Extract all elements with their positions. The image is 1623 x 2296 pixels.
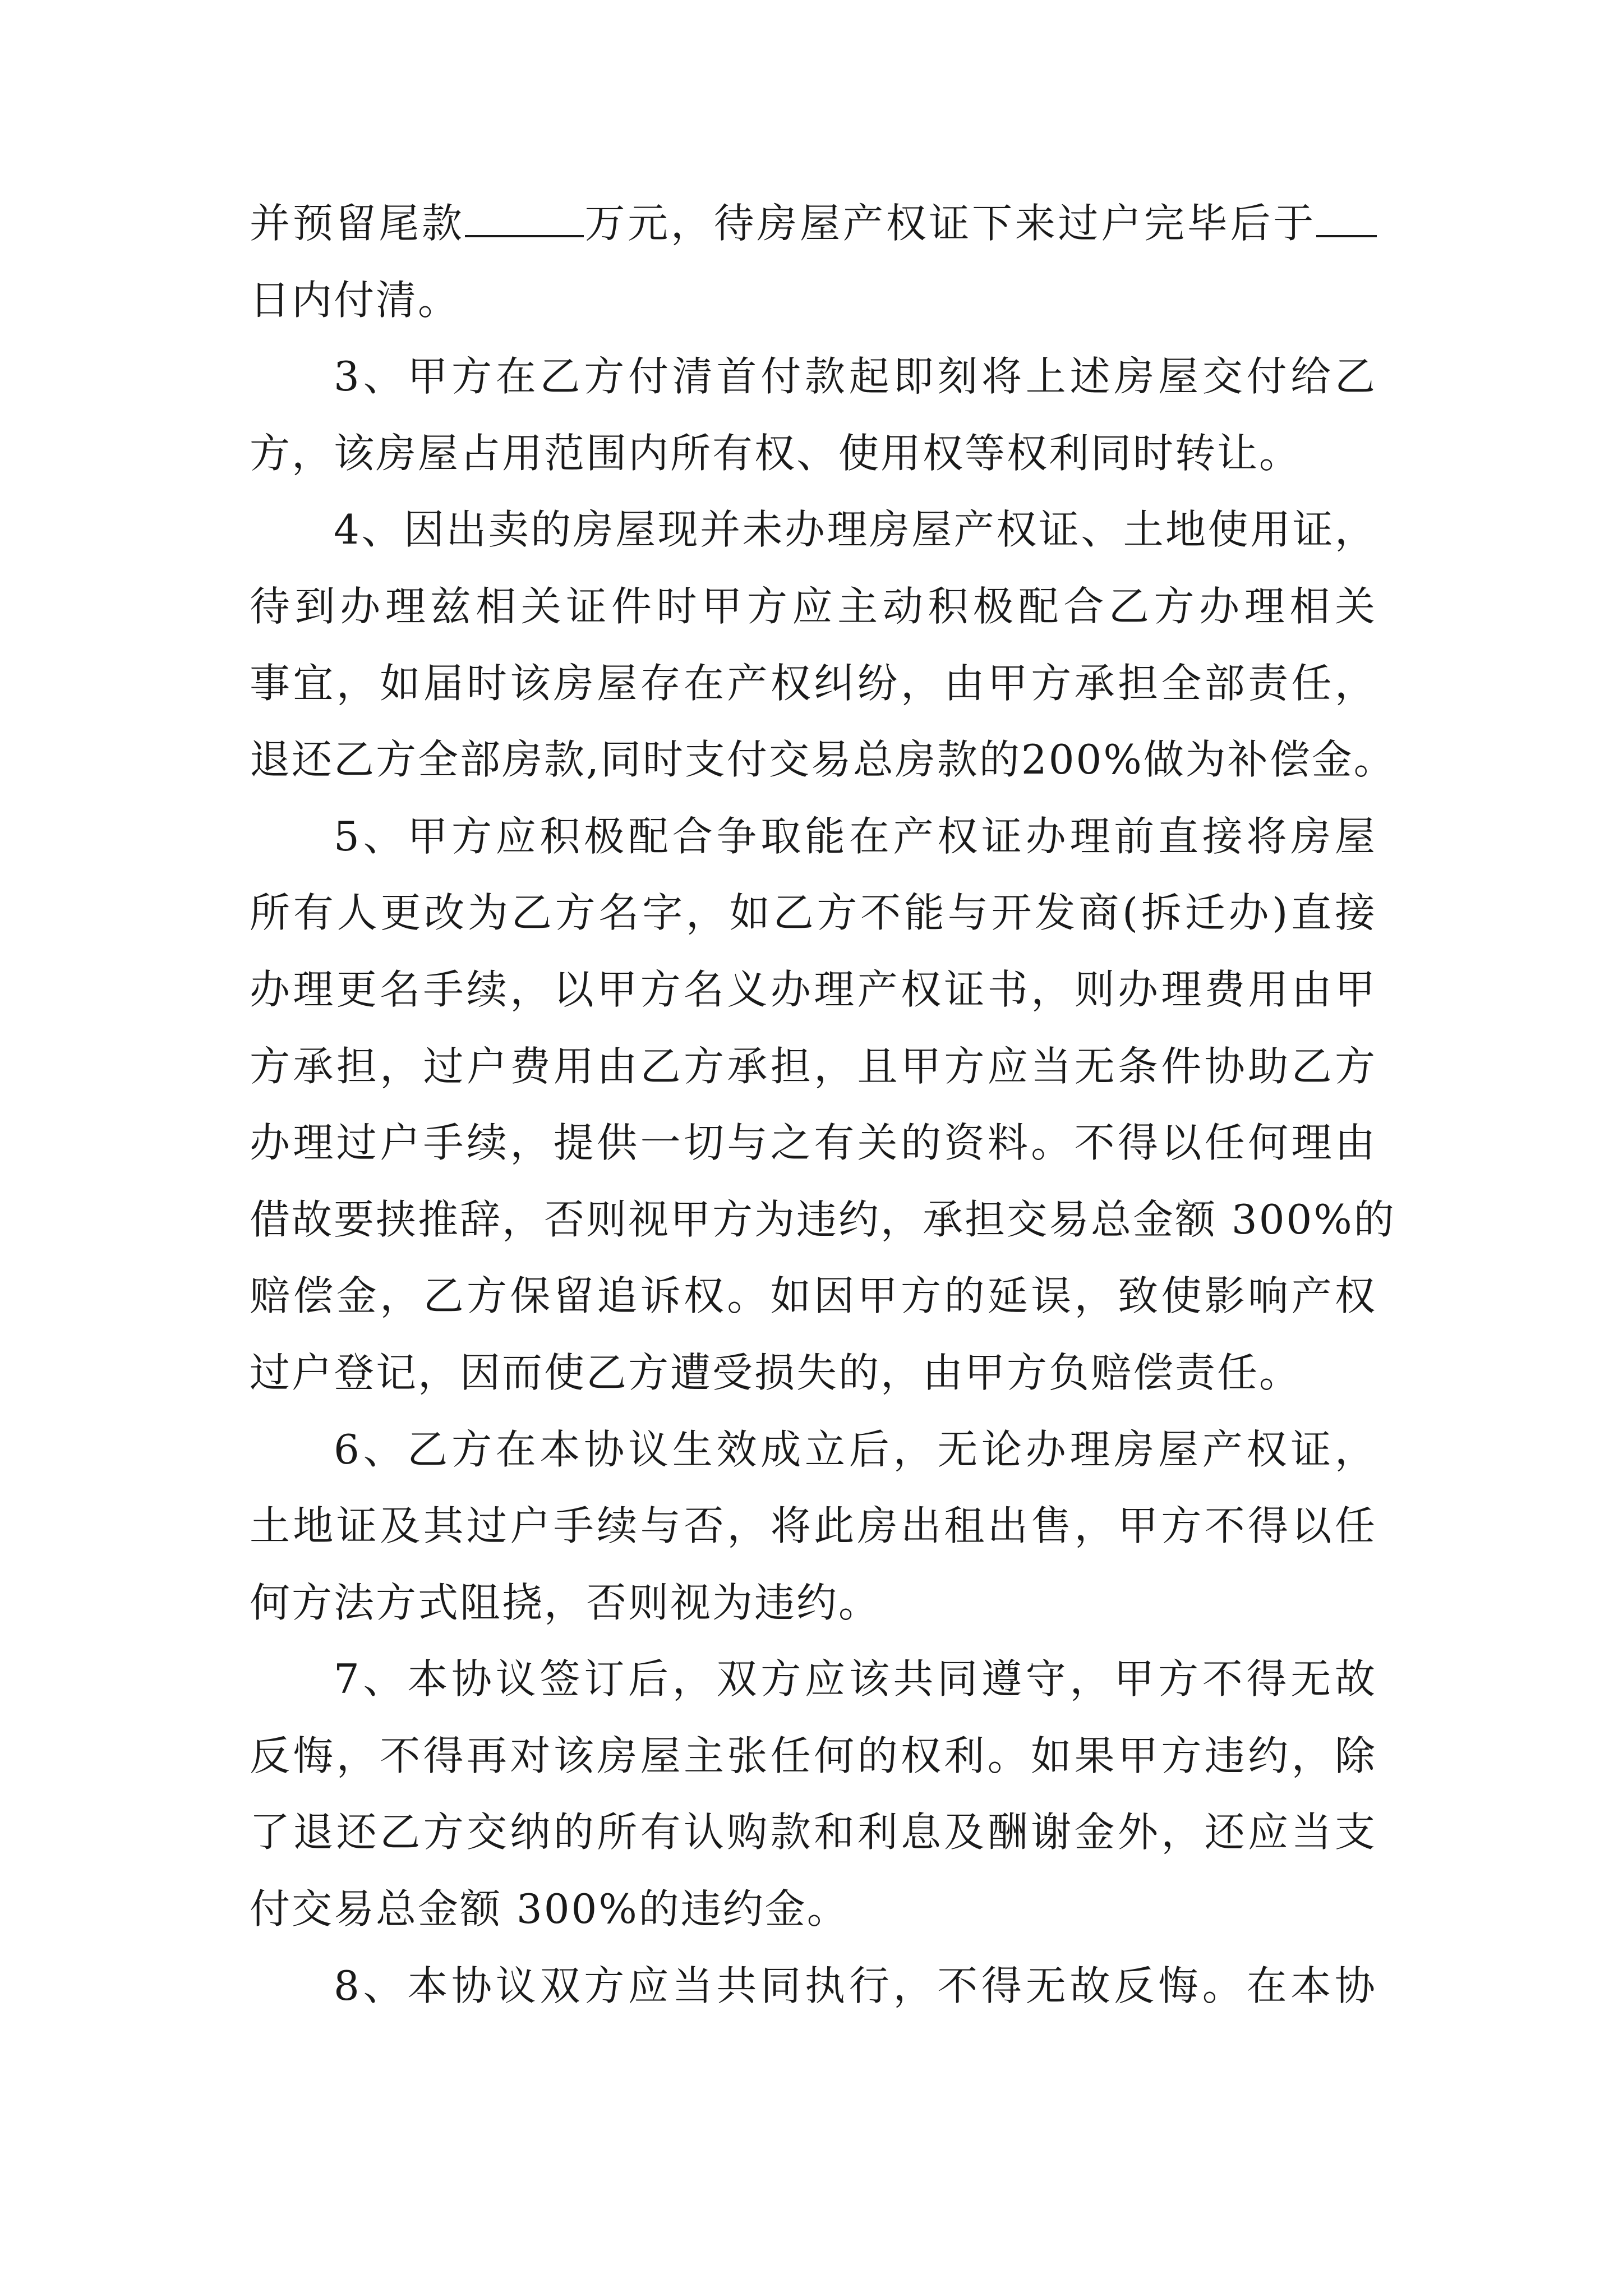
text-line: 退还乙方全部房款,同时支付交易总房款的200%做为补偿金。 [250,736,1396,784]
text-segment: 并预留尾款 [250,200,465,247]
text-line: 办理更名手续，以甲方名义办理产权证书，则办理费用由甲 [250,965,1377,1013]
text-line: 土地证及其过户手续与否，将此房出租出售，甲方不得以任 [250,1502,1377,1550]
clause-4-line: 4、因出卖的房屋现并未办理房屋产权证、土地使用证， [334,506,1377,554]
blank-amount [465,201,584,237]
text-line: 办理过户手续，提供一切与之有关的资料。不得以任何理由 [250,1119,1377,1167]
text-line: 借故要挟推辞，否则视甲方为违约，承担交易总金额 300%的 [250,1195,1396,1243]
clause-8-line: 8、本协议双方应当共同执行，不得无故反悔。在本协 [334,1962,1377,2009]
document-body [250,185,1396,2024]
blank-days [1316,201,1377,237]
text-line: 事宜，如届时该房屋存在产权纠纷，由甲方承担全部责任， [250,659,1377,707]
text-line [250,185,1377,262]
text-line: 日内付清。 [250,276,460,324]
clause-6-line: 6、乙方在本协议生效成立后，无论办理房屋产权证， [334,1425,1377,1473]
text-line: 所有人更改为乙方名字，如乙方不能与开发商(拆迁办)直接 [250,889,1377,937]
clause-5-line: 5、甲方应积极配合争取能在产权证办理前直接将房屋 [334,812,1377,860]
text-line: 方承担，过户费用由乙方承担，且甲方应当无条件协助乙方 [250,1042,1377,1090]
text-line: 何方法方式阻挠，否则视为违约。 [250,1579,881,1626]
text-line: 待到办理兹相关证件时甲方应主动积极配合乙方办理相关 [250,582,1377,630]
text-line: 付交易总金额 300%的违约金。 [250,1885,849,1933]
clause-3-line: 3、甲方在乙方付清首付款起即刻将上述房屋交付给乙 [334,353,1377,401]
text-line: 了退还乙方交纳的所有认购款和利息及酬谢金外，还应当支 [250,1809,1377,1856]
text-line: 方，该房屋占用范围内所有权、使用权等权利同时转让。 [250,429,1302,477]
text-line: 过户登记，因而使乙方遭受损失的，由甲方负赔偿责任。 [250,1349,1302,1396]
text-line: 赔偿金，乙方保留追诉权。如因甲方的延误，致使影响产权 [250,1272,1377,1320]
text-segment: 万元，待房屋产权证下来过户完毕后于 [583,200,1316,247]
clause-7-line: 7、本协议签订后，双方应该共同遵守，甲方不得无故 [334,1655,1377,1703]
text-line: 反悔，不得再对该房屋主张任何的权利。如果甲方违约，除 [250,1732,1377,1779]
